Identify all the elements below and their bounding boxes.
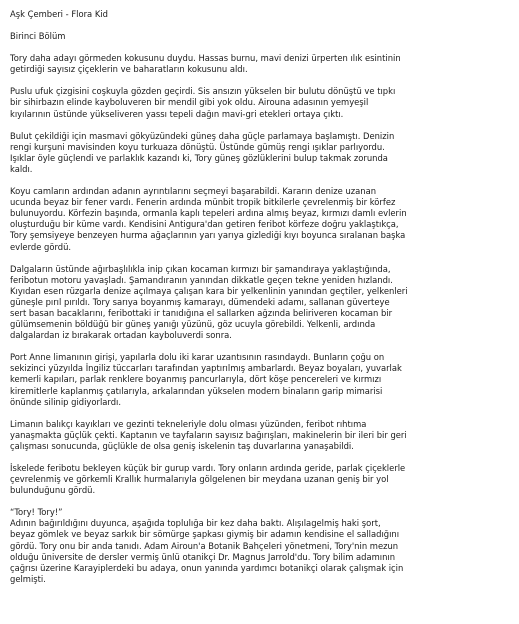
text-line: güneşle pırıl pırıldı. Tory sarıya boyanmış kamarayı, dümendeki adamı, sallanan güverteye: [10, 296, 390, 307]
paragraph: [10, 131, 507, 175]
paragraph: [10, 53, 507, 75]
text-line: Adının bağırıldığını duyunca, aşağıda toplulığa bir kez daha baktı. Alışılagelmiş haki şort,: [10, 518, 381, 529]
text-line: Puslu ufuk çizgisini coşkuyla gözden geçirdi. Sis ansızın yükselen bir bulutu dönüştü ve tıpkı: [10, 86, 396, 97]
text-line: bulunuyordu. Körfezin başında, ormanla kaplı tepeleri ardına almış beyaz, kırmızı damlı evlerin: [10, 208, 407, 219]
text-line: sert basan bacaklarını, feribottaki ir tanıdığına el sallarken ağzında beliriveren kocaman bir: [10, 307, 393, 318]
text-line: Limanın balıkçı kayıkları ve gezinti tekneleriyle dolu olması yüzünden, feribot rıhtıma: [10, 418, 367, 429]
text-line: Tory daha adayı görmeden kokusunu duydu. Hassas burnu, mavi denizi ürperten ılık esintinin: [10, 53, 401, 64]
text-line: kiremitlerle kaplanmış çatılarıyla, arkalarından yükselen modern binaların garip mimarisi: [10, 385, 383, 396]
document-page: [10, 9, 507, 596]
text-line: yanaşmakta güçlük çekti. Kaptanın ve tayfaların sayısız bağırışları, makinelerin bir ileri bir geri: [10, 429, 407, 440]
text-line: gülümsemenin böldüğü bir güneş yanığı yüzünü, göz ucuyla görebildi. Yelkenli, ardında: [10, 319, 376, 330]
text-line: getirdiği sayısız çiçeklerin ve baharatların kokusunu aldı.: [10, 64, 248, 75]
text-line: kemerli kapıları, parlak renklere boyanmış pancurlarıyla, dört köşe pencereleri ve kırmızı: [10, 374, 382, 385]
text-line: Kıyıdan esen rüzgarla denize açılmaya çalışan kara bir yelkenlinin yanından geçtiler, yelkenleri: [10, 285, 408, 296]
text-line: olduğu üniversite de dersler vermiş ünlü otanikçi Dr. Magnus Jarrold'du. Tory bilim adamının: [10, 551, 396, 562]
paragraph: [10, 186, 507, 253]
paragraph: [10, 264, 507, 342]
text-line: çevrelenmiş ve görkemli Krallık hurmalarıyla gölgelenen bir meydana uzanan geniş bir yol: [10, 474, 389, 485]
text-line: kıyılarının üstünde yükseliveren yassı tepeli dağın mavi-gri etekleri ortaya çıktı.: [10, 108, 344, 119]
text-line: Koyu camların ardından adanın ayrıntılarını seçmeyi başarabildi. Kararın denize uzanan: [10, 186, 377, 197]
text-line: çalışması sonucunda, güçlükle de olsa geniş iskelenin taş duvarlarına yanaşabildi.: [10, 440, 354, 451]
text-line: Port Anne limanının girişi, yapılarla dolu iki karar uzantısının rasındaydı. Bunların çoğu on: [10, 352, 385, 363]
paragraph: [10, 463, 507, 496]
text-line: rengi kurşuni mavisinden koyu turkuaza dönüştü. Üstünde gümüş rengi ışıklar parlıyordu.: [10, 141, 385, 152]
text-line: dalgalardan iz bırakarak ortadan kayboluverdi sonra.: [10, 330, 232, 341]
text-line: ucunda beyaz bir fener vardı. Fenerin ardında münbit tropik bitkilerle çevrelenmiş bir körfez: [10, 197, 396, 208]
text-line: beyaz gömlek ve beyaz sarkık bir sömürge şapkası giymiş bir adamın kendisine el salladığını: [10, 529, 400, 540]
text-line: feribotun motoru yavaşladı. Şamandıranın yanından dikkatle geçen tekne yeniden hızlandı.: [10, 274, 393, 285]
text-line: “Tory! Tory!”: [10, 507, 63, 518]
text-line: sekizinci yüzyılda İngiliz tüccarları tarafından yaptırılmış ambarlardı. Beyaz boyaları, yuvarlak: [10, 363, 402, 374]
text-line: gördü. Tory onu bir anda tanıdı. Adam Airoun'a Botanik Bahçeleri yönetmeni, Tory'nin mezun: [10, 540, 399, 551]
text-line: oluşturduğu bir küme vardı. Kendisini Antigura'dan getiren feribot körfeze doğru yaklaştıkça,: [10, 219, 399, 230]
paragraph: [10, 352, 507, 407]
text-line: bir sihirbazın elinde kayboluveren bir mendil gibi yok oldu. Airouna adasının yemyeşil: [10, 97, 369, 108]
chapter-heading: Birinci Bölüm: [10, 31, 66, 42]
text-line: çağrısı üzerine Karayiplerdeki bu adaya, onun yanında yardımcı botanikçi olarak çalışmak için: [10, 562, 404, 573]
paragraph: [10, 507, 507, 585]
text-line: Işıklar öyle güçlendi ve parlaklık kazandı ki, Tory güneş gözlüklerini bulup takmak zorunda: [10, 152, 388, 163]
text-line: İskelede feribotu bekleyen küçük bir gurup vardı. Tory onların ardında geride, parlak çiçeklerle: [10, 463, 406, 473]
text-line: bulunduğunu gördü.: [10, 485, 96, 496]
text-line: Dalgaların üstünde ağırbaşlılıkla inip çıkan kocaman kırmızı bir şamandıraya yaklaştığında,: [10, 263, 391, 274]
text-line: evlerde gördü.: [10, 241, 72, 252]
paragraph: [10, 86, 507, 119]
text-line: Tory şemsiyeye benzeyen hurma ağaçlarının yarı yarıya gizlediği kıyı boyunca sıralanan başka: [10, 230, 406, 241]
document-body: [10, 53, 507, 585]
text-line: gelmişti.: [10, 573, 46, 584]
text-line: Bulut çekildiği için masmavi gökyüzündeki güneş daha güçle parlamaya başlamıştı. Denizin: [10, 130, 395, 141]
text-line: önünde silinip gidiyorlardı.: [10, 396, 122, 407]
document-title: Aşk Çemberi - Flora Kid: [10, 9, 108, 19]
paragraph: [10, 419, 507, 452]
text-line: kaldı.: [10, 163, 33, 174]
